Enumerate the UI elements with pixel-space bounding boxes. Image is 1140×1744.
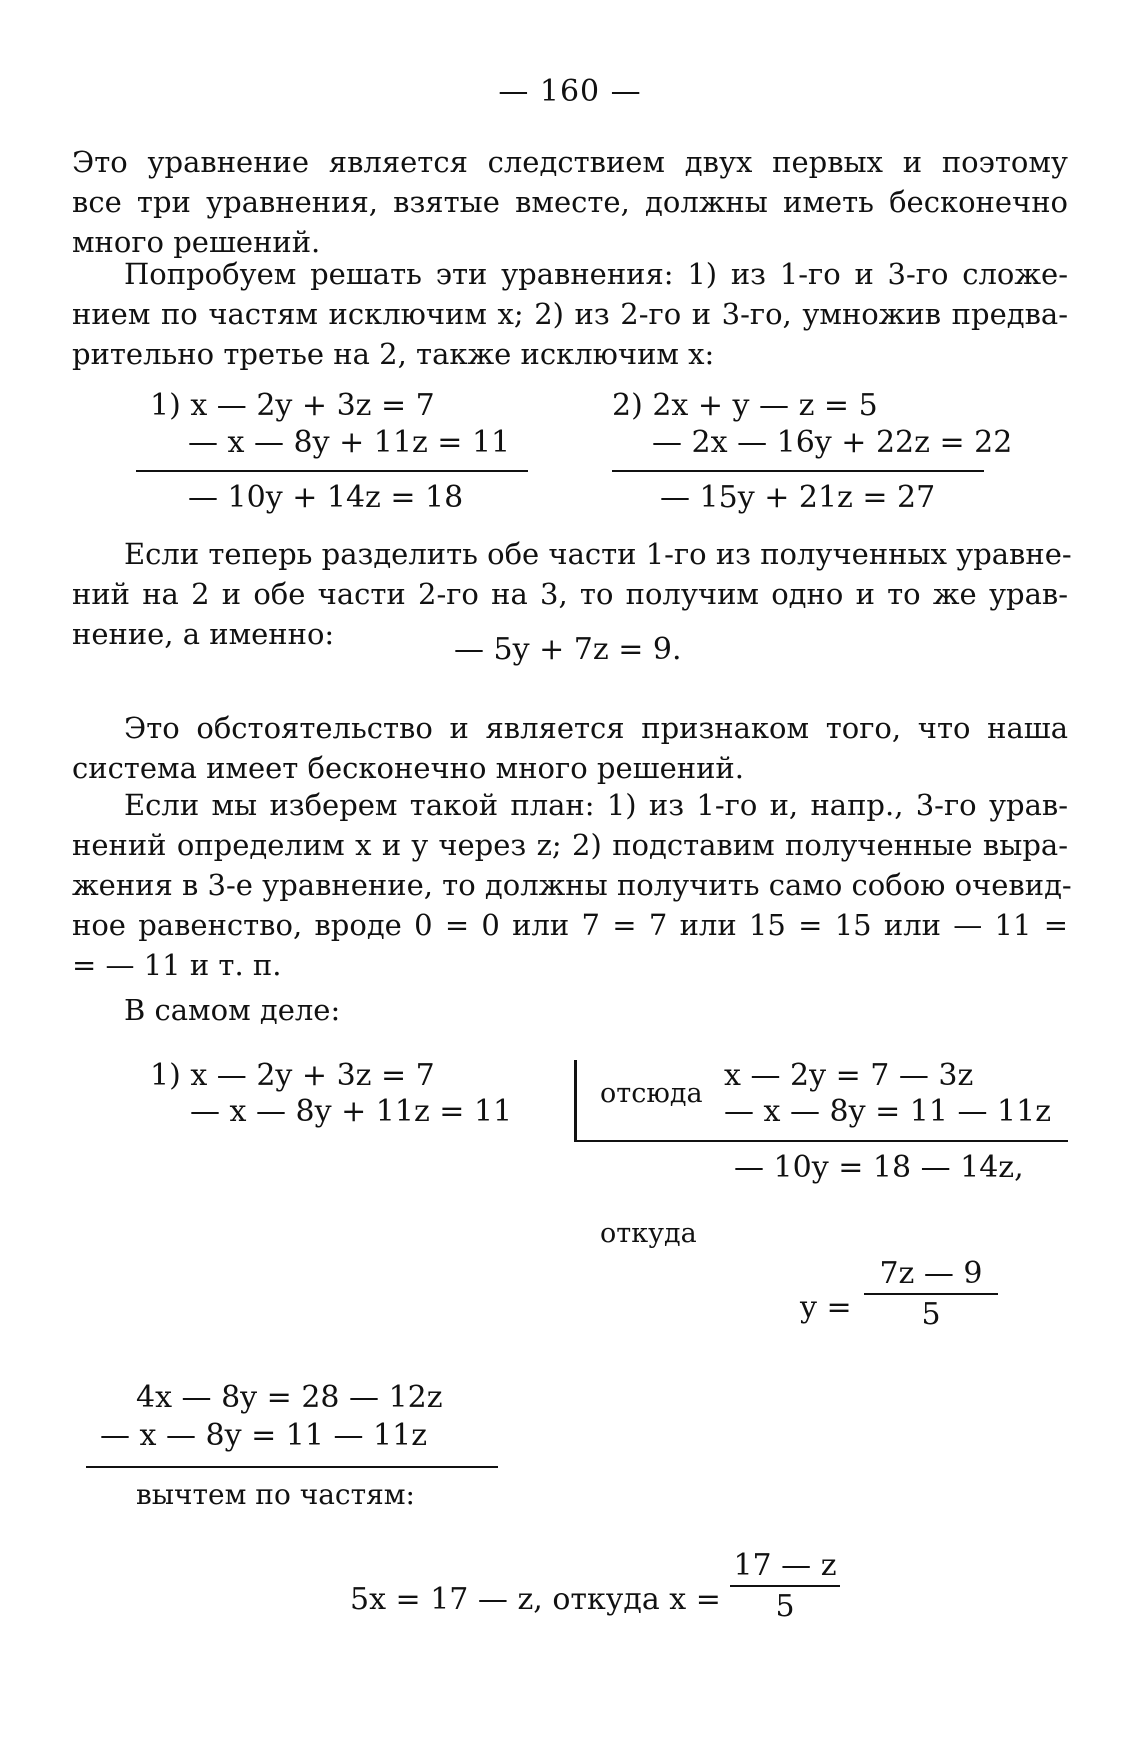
y-denominator: 5 xyxy=(921,1297,941,1332)
page-number: — 160 — xyxy=(498,74,642,109)
x-denominator: 5 xyxy=(775,1589,795,1624)
common-equation: — 5y + 7z = 9. xyxy=(454,632,682,667)
fraction-bar xyxy=(864,1293,998,1295)
text-line: Если теперь разделить обе части 1-го из полученных уравне- xyxy=(124,537,1072,571)
text-line: все три уравнения, взятые вместе, должны иметь бесконечно xyxy=(72,185,1068,219)
system2-eq1: 2) 2x + y — z = 5 xyxy=(612,388,878,423)
text-line: нение, а именно: xyxy=(72,617,335,651)
y-fraction xyxy=(864,1256,998,1332)
system2-result: — 15y + 21z = 27 xyxy=(660,480,936,515)
text-line: ний на 2 и обе части 2-го на 3, то получим одно и то же урав- xyxy=(72,577,1068,611)
paragraph-6 xyxy=(124,990,1120,1030)
system2-eq2: — 2x — 16y + 22z = 22 xyxy=(652,425,1013,460)
text-line: Попробуем решать эти уравнения: 1) из 1-го и 3-го сложе- xyxy=(124,257,1068,291)
system4-eq2: — x — 8y = 11 — 11z xyxy=(100,1418,427,1453)
paragraph-2 xyxy=(72,254,1068,374)
text-line: Если мы изберем такой план: 1) из 1-го и, напр., 3-го урав- xyxy=(124,788,1068,822)
subtract-caption: вычтем по частям: xyxy=(136,1478,415,1511)
text-line: рительно третье на 2, также исключим x: xyxy=(72,337,715,371)
x-numerator: 17 — z xyxy=(733,1548,837,1583)
otsyuda-label: отсюда xyxy=(600,1078,703,1109)
system1-eq2: — x — 8y + 11z = 11 xyxy=(188,425,511,460)
text-line: = — 11 и т. п. xyxy=(72,948,282,982)
text-line: система имеет бесконечно много решений. xyxy=(72,751,744,785)
y-numerator: 7z — 9 xyxy=(879,1256,983,1291)
paragraph-5 xyxy=(72,785,1072,985)
text-line: нений определим x и y через z; 2) подставим полученные выра- xyxy=(72,828,1068,862)
text-line: В самом деле: xyxy=(124,993,341,1027)
system2-rule xyxy=(612,470,984,472)
system3-result: — 10y = 18 — 14z, xyxy=(734,1150,1024,1185)
fraction-bar xyxy=(730,1585,840,1587)
text-line: Это обстоятельство и является признаком того, что наша xyxy=(124,711,1068,745)
system1-result: — 10y + 14z = 18 xyxy=(188,480,464,515)
system4-eq1: 4x — 8y = 28 — 12z xyxy=(136,1380,443,1415)
paragraph-4 xyxy=(72,708,1068,788)
otkuda-label: откуда xyxy=(600,1218,697,1249)
x-fraction xyxy=(730,1548,840,1624)
text-line: много решений. xyxy=(72,225,321,259)
y-lhs: y = xyxy=(800,1290,852,1325)
system1-eq1: 1) x — 2y + 3z = 7 xyxy=(150,388,435,423)
system3-rule xyxy=(574,1140,1068,1142)
system3-right-eq1: x — 2y = 7 — 3z xyxy=(724,1058,974,1093)
text-line: нием по частям исключим x; 2) из 2-го и 3-го, умножив предва- xyxy=(72,297,1068,331)
system1-rule xyxy=(136,470,528,472)
system3-right-eq2: — x — 8y = 11 — 11z xyxy=(724,1094,1051,1129)
paragraph-1 xyxy=(72,142,1068,262)
final-lhs: 5x = 17 — z, откуда x = xyxy=(350,1582,721,1617)
text-line: Это уравнение является следствием двух первых и поэтому xyxy=(72,145,1068,179)
system3-eq1: 1) x — 2y + 3z = 7 xyxy=(150,1058,435,1093)
system3-eq2: — x — 8y + 11z = 11 xyxy=(190,1094,513,1129)
text-line: ное равенство, вроде 0 = 0 или 7 = 7 или 15 = 15 или — 11 = xyxy=(72,908,1068,942)
text-line: жения в 3-е уравнение, то должны получить само собою очевид- xyxy=(72,868,1072,902)
separator-bar xyxy=(574,1060,577,1142)
system4-rule xyxy=(86,1466,498,1468)
